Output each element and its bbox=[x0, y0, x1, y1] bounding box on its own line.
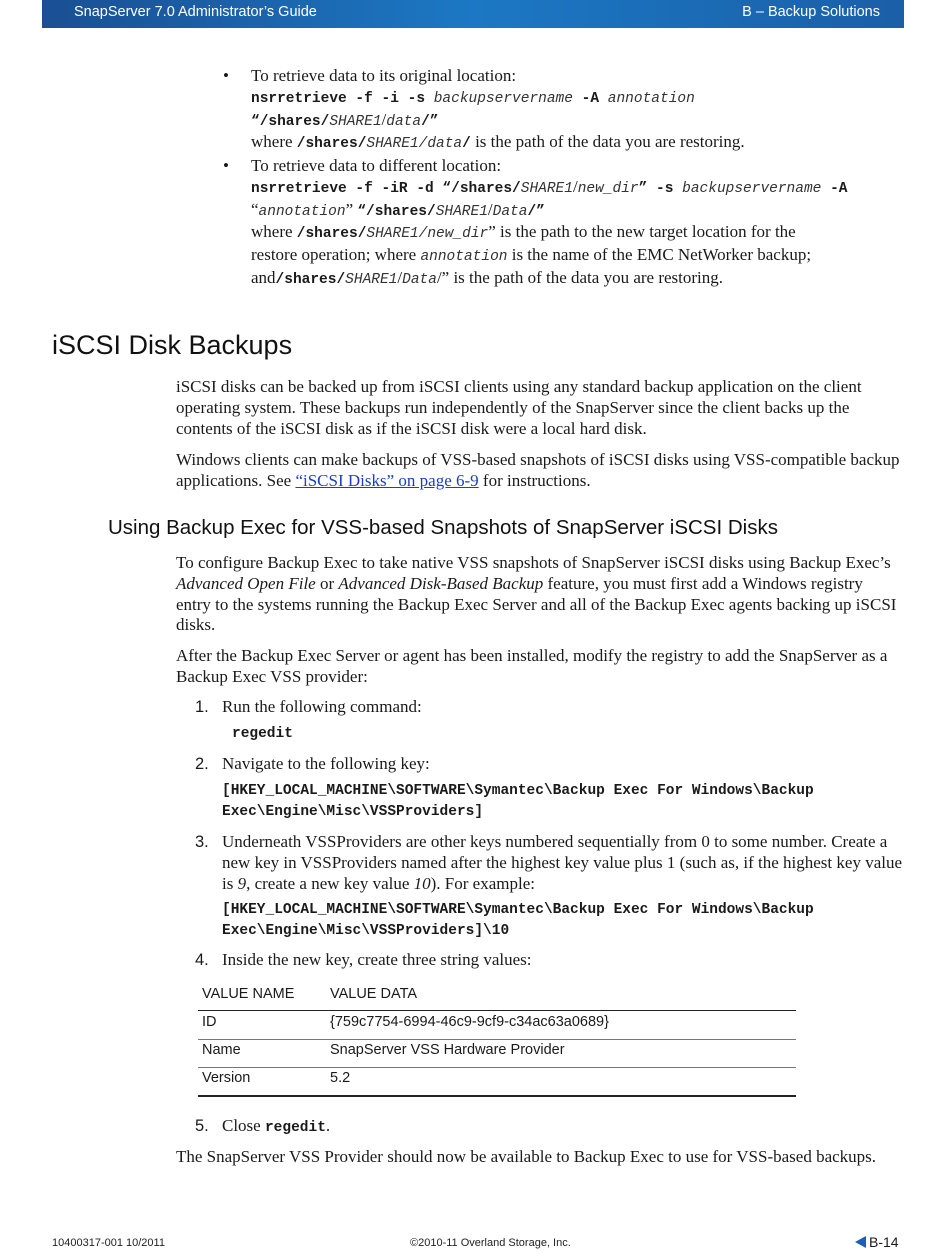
bullet-different-location bbox=[251, 156, 911, 291]
step-number: 3. bbox=[195, 833, 209, 851]
subsection-paragraph-2: After the Backup Exec Server or agent has been installed, modify the registry to add the SnapServer as a Backup Exec VSS provider: bbox=[176, 646, 888, 686]
header-chapter-title: B – Backup Solutions bbox=[742, 4, 880, 20]
table-header: VALUE DATA bbox=[330, 986, 418, 1002]
footer-doc-id: 10400317-001 10/2011 bbox=[52, 1237, 165, 1249]
table-cell: 5.2 bbox=[330, 1070, 351, 1086]
footer-copyright: ©2010-11 Overland Storage, Inc. bbox=[410, 1237, 571, 1249]
command-line: nsrretrieve -f -iR -d “/shares/SHARE1/new_dir” -s backupservername -A bbox=[251, 176, 848, 197]
step-text: Underneath VSSProviders are other keys numbered sequentially from 0 to some number. Create a new key in VSSProviders named after the highest key value plus 1 (such as, if the highest key value is 9, create a new key value 10). For example: bbox=[222, 832, 903, 893]
step-number: 4. bbox=[195, 951, 209, 969]
where-line-cont: and/shares/SHARE1/Data/” is the path of the data you are restoring. bbox=[251, 267, 724, 288]
where-line: where /shares/SHARE1/new_dir” is the path to the new target location for the bbox=[251, 222, 796, 243]
table-row bbox=[198, 1038, 796, 1066]
where-line: where /shares/SHARE1/data/ is the path of the data you are restoring. bbox=[251, 132, 745, 153]
step-2 bbox=[222, 754, 912, 822]
table-header: VALUE NAME bbox=[202, 986, 295, 1002]
step-text: Run the following command: bbox=[222, 697, 422, 716]
step-number: 5. bbox=[195, 1117, 209, 1135]
code-registry-key: [HKEY_LOCAL_MACHINE\SOFTWARE\Symantec\Backup Exec For Windows\Backup Exec\Engine\Misc\VSSProviders]\10 bbox=[222, 902, 814, 940]
table-cell: {759c7754-6994-46c9-9cf9-c34ac63a0689} bbox=[330, 1014, 609, 1030]
command-line: nsrretrieve -f -i -s backupservername -A annotation bbox=[251, 90, 695, 107]
command-line-cont: “/shares/SHARE1/data/” bbox=[251, 109, 439, 130]
table-cell: Name bbox=[202, 1042, 241, 1058]
header-guide-title: SnapServer 7.0 Administrator’s Guide bbox=[74, 4, 317, 20]
bullet-marker: • bbox=[223, 156, 229, 175]
step-1 bbox=[222, 697, 902, 745]
string-values-table bbox=[198, 982, 796, 1094]
previous-page-arrow-icon[interactable] bbox=[855, 1236, 866, 1248]
table-cell: SnapServer VSS Hardware Provider bbox=[330, 1042, 565, 1058]
bullet-original-location bbox=[251, 66, 911, 155]
subsection-title: Using Backup Exec for VSS-based Snapshots of SnapServer iSCSI Disks bbox=[108, 516, 778, 539]
step-number: 1. bbox=[195, 698, 209, 716]
code-regedit: regedit bbox=[232, 725, 293, 742]
step-3 bbox=[222, 832, 902, 942]
table-row bbox=[198, 1066, 796, 1094]
step-4-text: Inside the new key, create three string values: bbox=[222, 950, 532, 969]
step-text: Navigate to the following key: bbox=[222, 754, 430, 773]
page-number: B-14 bbox=[869, 1234, 899, 1250]
bullet-intro: To retrieve data to its original location: bbox=[251, 66, 517, 85]
section-paragraph-2: Windows clients can make backups of VSS-based snapshots of iSCSI disks using VSS-compatible backup applications. See “iSCSI Disks” on page 6-9 for instructions. bbox=[176, 450, 900, 490]
command-line-cont: “annotation” “/shares/SHARE1/Data/” bbox=[251, 199, 545, 220]
page-header bbox=[42, 0, 904, 28]
closing-paragraph: The SnapServer VSS Provider should now be available to Backup Exec to use for VSS-based backups. bbox=[176, 1147, 877, 1166]
table-row bbox=[198, 1010, 796, 1038]
table-cell: ID bbox=[202, 1014, 217, 1030]
iscsi-disks-link[interactable]: “iSCSI Disks” on page 6-9 bbox=[295, 470, 479, 490]
where-line-cont: restore operation; where annotation is the name of the EMC NetWorker backup; bbox=[251, 245, 812, 266]
step-number: 2. bbox=[195, 755, 209, 773]
section-title: iSCSI Disk Backups bbox=[52, 330, 293, 360]
subsection-paragraph-1: To configure Backup Exec to take native VSS snapshots of SnapServer iSCSI disks using Backup Exec’s Advanced Open File or Advanced Disk-Based Backup feature, you must first add a Windows registry entry to the systems running the Backup Exec Server and all of the Backup Exec agents backing up iSCSI disks. bbox=[176, 553, 897, 635]
code-registry-key: [HKEY_LOCAL_MACHINE\SOFTWARE\Symantec\Backup Exec For Windows\Backup Exec\Engine\Misc\VSSProviders] bbox=[222, 782, 814, 820]
section-paragraph-1: iSCSI disks can be backed up from iSCSI clients using any standard backup application on the client operating system. These backups run independently of the SnapServer since the client backs up the contents of the iSCSI disk as if the iSCSI disk were a local hard disk. bbox=[176, 377, 862, 438]
table-bottom-rule bbox=[198, 1095, 796, 1097]
table-header-row bbox=[198, 982, 796, 1010]
bullet-intro: To retrieve data to different location: bbox=[251, 156, 502, 175]
table-cell: Version bbox=[202, 1070, 251, 1086]
bullet-marker: • bbox=[223, 66, 229, 85]
step-5: Close regedit. bbox=[222, 1116, 331, 1136]
